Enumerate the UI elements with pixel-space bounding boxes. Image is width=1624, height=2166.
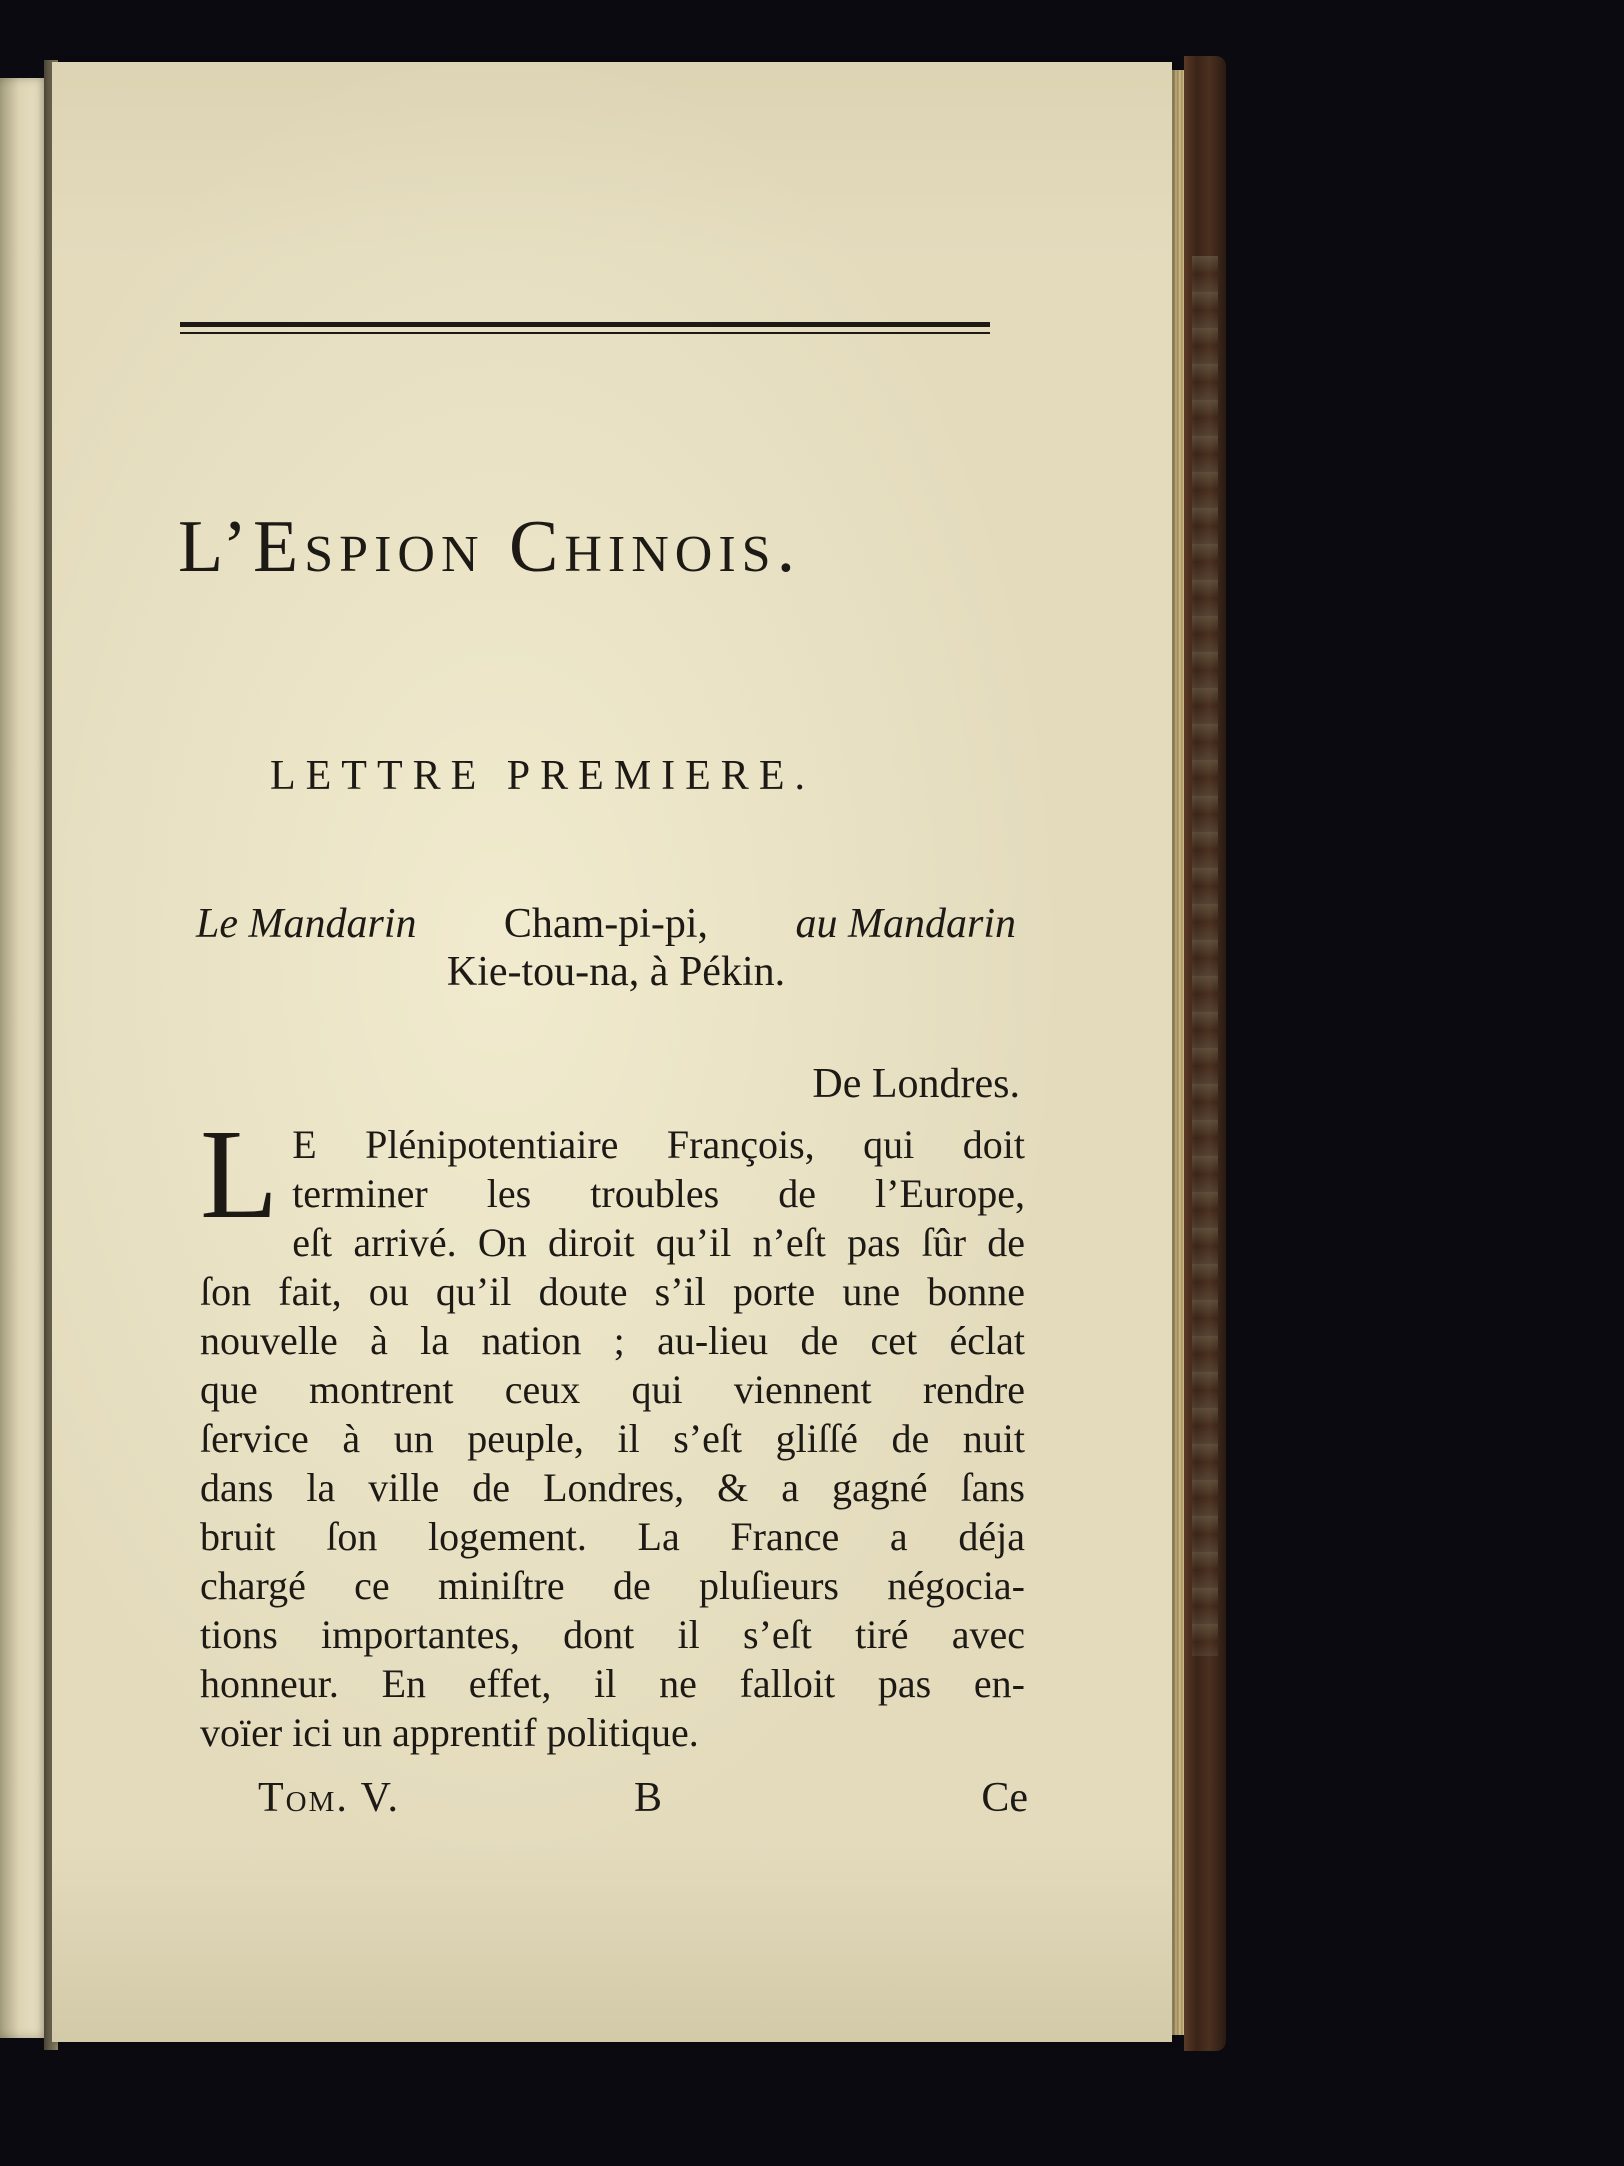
- body-line: chargé ce miniſtre de pluſieurs négocia-: [200, 1563, 1025, 1608]
- body-line: nouvelle à la nation ; au-lieu de cet éclat: [200, 1318, 1025, 1363]
- address-line-2: Kie-tou-na, à Pékin.: [446, 949, 786, 995]
- address-sender-name: Cham-pi-pi,: [503, 901, 709, 947]
- address-sender-title: Le Mandarin: [196, 901, 417, 947]
- facing-page: [0, 78, 48, 2038]
- body-line: E Plénipotentiaire François, qui doit: [292, 1122, 1025, 1167]
- body-line: eſt arrivé. On diroit qu’il n’eſt pas ſûr de: [292, 1220, 1025, 1265]
- body-line: terminer les troubles de l’Europe,: [292, 1171, 1025, 1216]
- body-line: ſervice à un peuple, il s’eſt gliſſé de nuit: [200, 1416, 1025, 1461]
- letter-address: [196, 900, 1016, 996]
- body-line: voïer ici un apprentif politique.: [200, 1710, 699, 1755]
- page-footer: [258, 1774, 1028, 1824]
- body-line: honneur. En effet, il ne falloit pas en-: [200, 1661, 1025, 1706]
- body-line: bruit ſon logement. La France a déja: [200, 1514, 1025, 1559]
- volume-number: Tom. V.: [258, 1775, 401, 1821]
- body-line: tions importantes, dont il s’eſt tiré avec: [200, 1612, 1025, 1657]
- address-line-1: [196, 900, 1016, 948]
- body-line: que montrent ceux qui viennent rendre: [200, 1367, 1025, 1412]
- header-rule-thin: [180, 332, 990, 334]
- catchword: Ce: [981, 1775, 1028, 1821]
- address-recipient-title: au Mandarin: [795, 901, 1016, 947]
- book-binding: [1184, 56, 1226, 2051]
- body-line: dans la ville de Londres, & a gagné ſans: [200, 1465, 1025, 1510]
- header-rule-thick: [180, 322, 990, 327]
- page-title: L’Espion Chinois.: [178, 506, 802, 588]
- letter-body: [200, 1103, 1025, 1757]
- signature-mark: B: [634, 1775, 663, 1821]
- drop-cap: L: [200, 1103, 279, 1245]
- letter-place: De Londres.: [812, 1061, 1020, 1107]
- body-line: ſon fait, ou qu’il doute s’il porte une bonne: [200, 1269, 1025, 1314]
- letter-heading: LETTRE PREMIERE.: [270, 753, 815, 799]
